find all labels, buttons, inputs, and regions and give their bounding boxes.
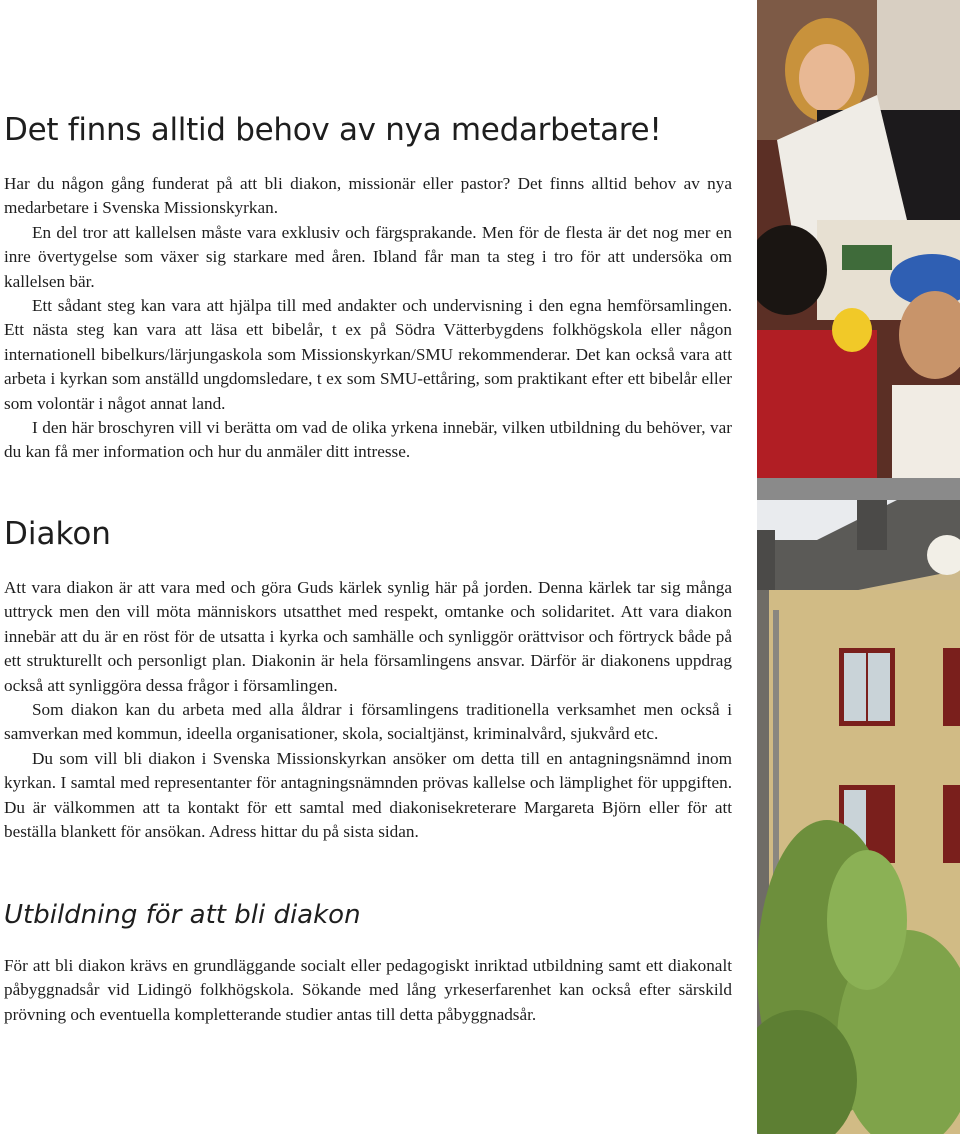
utbildning-paragraph-1: För att bli diakon krävs en grundläggande socialt eller pedagogiskt inriktad utbildning samt ett diakonalt påbyggnadsår vid Lidingö folkhögskola. Sökande med lång yrkeserfarenhet kan också efter särskild prövning och eventuella kompletterande studier antas till detta påbyggnadsår.: [4, 956, 732, 1024]
intro-paragraph-2: En del tror att kallelsen måste vara exklusiv och färgsprakande. Men för de flesta är det nog mer en inre övertygelse som växer sig starkare med åren. Ibland får man ta steg i tro för att undersöka om kallelsen bär.: [4, 222, 732, 291]
children-activity-photo: [757, 0, 960, 478]
intro-section: [4, 172, 732, 465]
photo-column: [757, 0, 960, 1134]
diakon-paragraph-2: Som diakon kan du arbeta med alla åldrar i församlingens traditionella verksamhet men också i samverkan med kommun, ideella organisationer, skola, socialtjänst, kriminalvård, sjukvård etc.: [4, 700, 732, 744]
intro-heading: Det finns alltid behov av nya medarbetare!: [4, 112, 662, 148]
intro-paragraph-3: Ett sådant steg kan vara att hjälpa till med andakter och undervisning i den egna hemförsamlingen. Ett nästa steg kan vara att läsa ett bibelår, t ex på Södra Vätterbygdens folkhögskola eller någon internationell bibelkurs/lärjungaskola som Missionskyrkan/SMU rekommenderar. Det kan också vara att arbeta i kyrkan som anställd ungdomsledare, t ex som SMU-ettåring, som praktikant efter ett bibelår eller som volontär i något annat land.: [4, 296, 732, 413]
diakon-paragraph-1: Att vara diakon är att vara med och göra Guds kärlek synlig här på jorden. Denna kärlek tar sig många uttryck men den vill möta människors utsatthet med respekt, omtanke och solidaritet. Att vara diakon innebär att du är en röst för de utsatta i kyrka och samhälle och synliggör orättvisor och förtryck både på ett strukturellt och personligt plan. Diakonin är hela församlingens ansvar. Därför är diakonens uppdrag också att synliggöra dessa frågor i församlingen.: [4, 578, 732, 695]
utbildning-heading: Utbildning för att bli diakon: [4, 900, 361, 930]
diakon-paragraph-3: Du som vill bli diakon i Svenska Missionskyrkan ansöker om detta till en antagningsnämnd inom kyrkan. I samtal med representanter för antagningsnämnden prövas kallelse och lämplighet för uppgiften. Du är välkommen att ta kontakt för ett samtal med diakonisekreterare Margareta Björn eller för att beställa blankett för ansökan. Adress hittar du på sista sidan.: [4, 748, 732, 842]
diakon-heading: Diakon: [4, 516, 111, 552]
utbildning-section: [4, 954, 732, 1027]
intro-paragraph-4: I den här broschyren vill vi berätta om vad de olika yrkena innebär, vilken utbildning du behöver, var du kan få mer information och hur du anmäler ditt intresse.: [4, 418, 732, 462]
intro-paragraph-1: Har du någon gång funderat på att bli diakon, missionär eller pastor? Det finns alltid behov av nya medarbetare i Svenska Missionskyrkan.: [4, 174, 732, 218]
church-building-photo: [757, 500, 960, 1134]
diakon-section: [4, 576, 732, 844]
